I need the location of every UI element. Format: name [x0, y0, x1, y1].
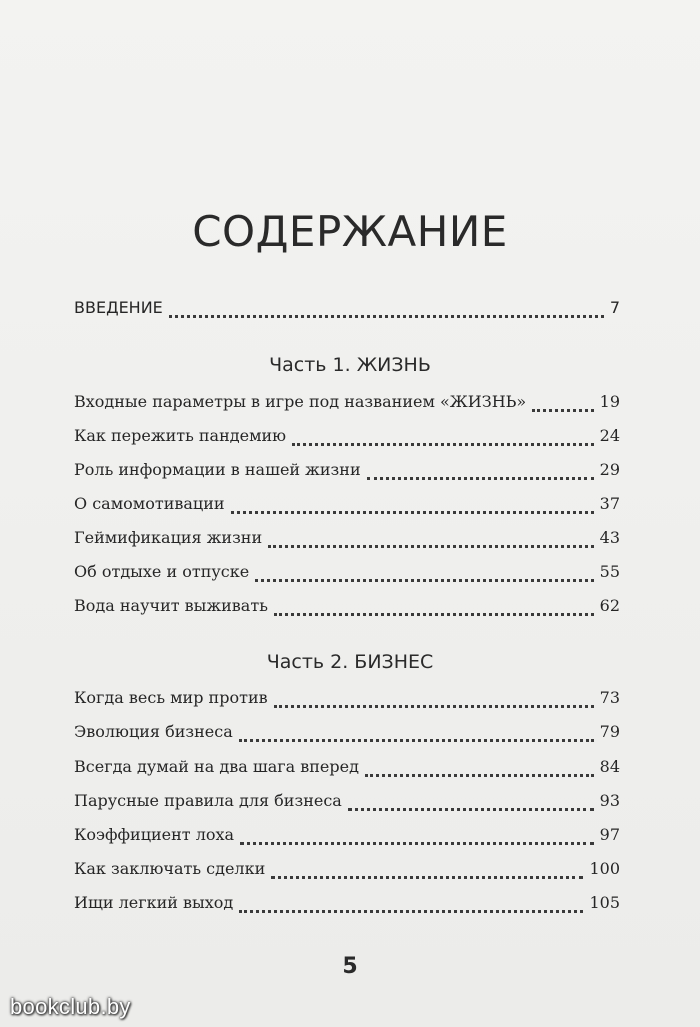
toc-entry-label: Как пережить пандемию [74, 426, 287, 445]
dot-leader [365, 774, 594, 777]
dot-leader [268, 545, 594, 548]
page-number: 5 [342, 954, 358, 979]
toc-entry-label: Парусные правила для бизнеса [74, 791, 342, 810]
toc-entry-page: 79 [599, 722, 620, 741]
toc-entry-label: Коэффициент лоха [74, 825, 235, 844]
dot-leader [255, 579, 593, 582]
toc-entry-label: Эволюция бизнеса [74, 722, 233, 741]
toc-entry-label: Как заключать сделки [74, 859, 266, 878]
toc-entry [74, 562, 620, 588]
toc-entry-label: Когда весь мир против [74, 688, 268, 707]
toc-entry [74, 392, 620, 418]
toc-entry-page: 7 [609, 298, 620, 317]
dot-leader [367, 477, 594, 480]
toc-entry-page: 84 [599, 757, 620, 776]
toc-entry-page: 43 [599, 528, 620, 547]
toc-entry [74, 791, 620, 817]
toc-entry-page: 19 [599, 392, 620, 411]
toc-entry-label: Вода научит выживать [74, 596, 268, 615]
dot-leader [532, 409, 593, 412]
dot-leader [231, 511, 594, 514]
toc-entry [74, 426, 620, 452]
toc-entry-page: 73 [599, 688, 620, 707]
part1-heading: Часть 1. ЖИЗНЬ [269, 354, 431, 376]
dot-leader [271, 876, 583, 879]
toc-entry-label: Геймификация жизни [74, 528, 263, 547]
dot-leader [274, 705, 594, 708]
toc-entry [74, 757, 620, 783]
toc-entry-label: Входные параметры в игре под названием «ЖИЗНЬ» [74, 392, 527, 411]
toc-entry-page: 105 [589, 893, 620, 912]
toc-entry-page: 97 [599, 825, 620, 844]
site-watermark: bookclub.by [10, 994, 131, 1019]
toc-entry [74, 494, 620, 520]
toc-entry-page: 62 [599, 596, 620, 615]
toc-entry-page: 93 [599, 791, 620, 810]
toc-entry [74, 688, 620, 714]
toc-entry-page: 100 [589, 859, 620, 878]
dot-leader [169, 315, 604, 318]
toc-entry-introduction [74, 298, 620, 324]
toc-entry [74, 825, 620, 851]
toc-entry [74, 596, 620, 622]
toc-entry-page: 29 [599, 460, 620, 479]
toc-entry [74, 722, 620, 748]
toc-entry-label: ВВЕДЕНИЕ [74, 298, 163, 317]
dot-leader [292, 443, 594, 446]
part2-heading: Часть 2. БИЗНЕС [266, 651, 434, 673]
dot-leader [239, 910, 583, 913]
page-title: СОДЕРЖАНИЕ [192, 207, 508, 256]
toc-entry [74, 893, 620, 919]
toc-entry-page: 24 [599, 426, 620, 445]
toc-entry-label: О самомотивации [74, 494, 225, 513]
toc-entry-page: 55 [599, 562, 620, 581]
toc-entry [74, 528, 620, 554]
dot-leader [240, 842, 594, 845]
toc-entry-label: Роль информации в нашей жизни [74, 460, 361, 479]
toc-entry-label: Об отдыхе и отпуске [74, 562, 250, 581]
toc-entry [74, 460, 620, 486]
dot-leader [274, 613, 594, 616]
toc-entry-label: Ищи легкий выход [74, 893, 234, 912]
dot-leader [348, 808, 594, 811]
toc-entry-page: 37 [599, 494, 620, 513]
dot-leader [239, 739, 594, 742]
toc-entry [74, 859, 620, 885]
toc-entry-label: Всегда думай на два шага вперед [74, 757, 359, 776]
